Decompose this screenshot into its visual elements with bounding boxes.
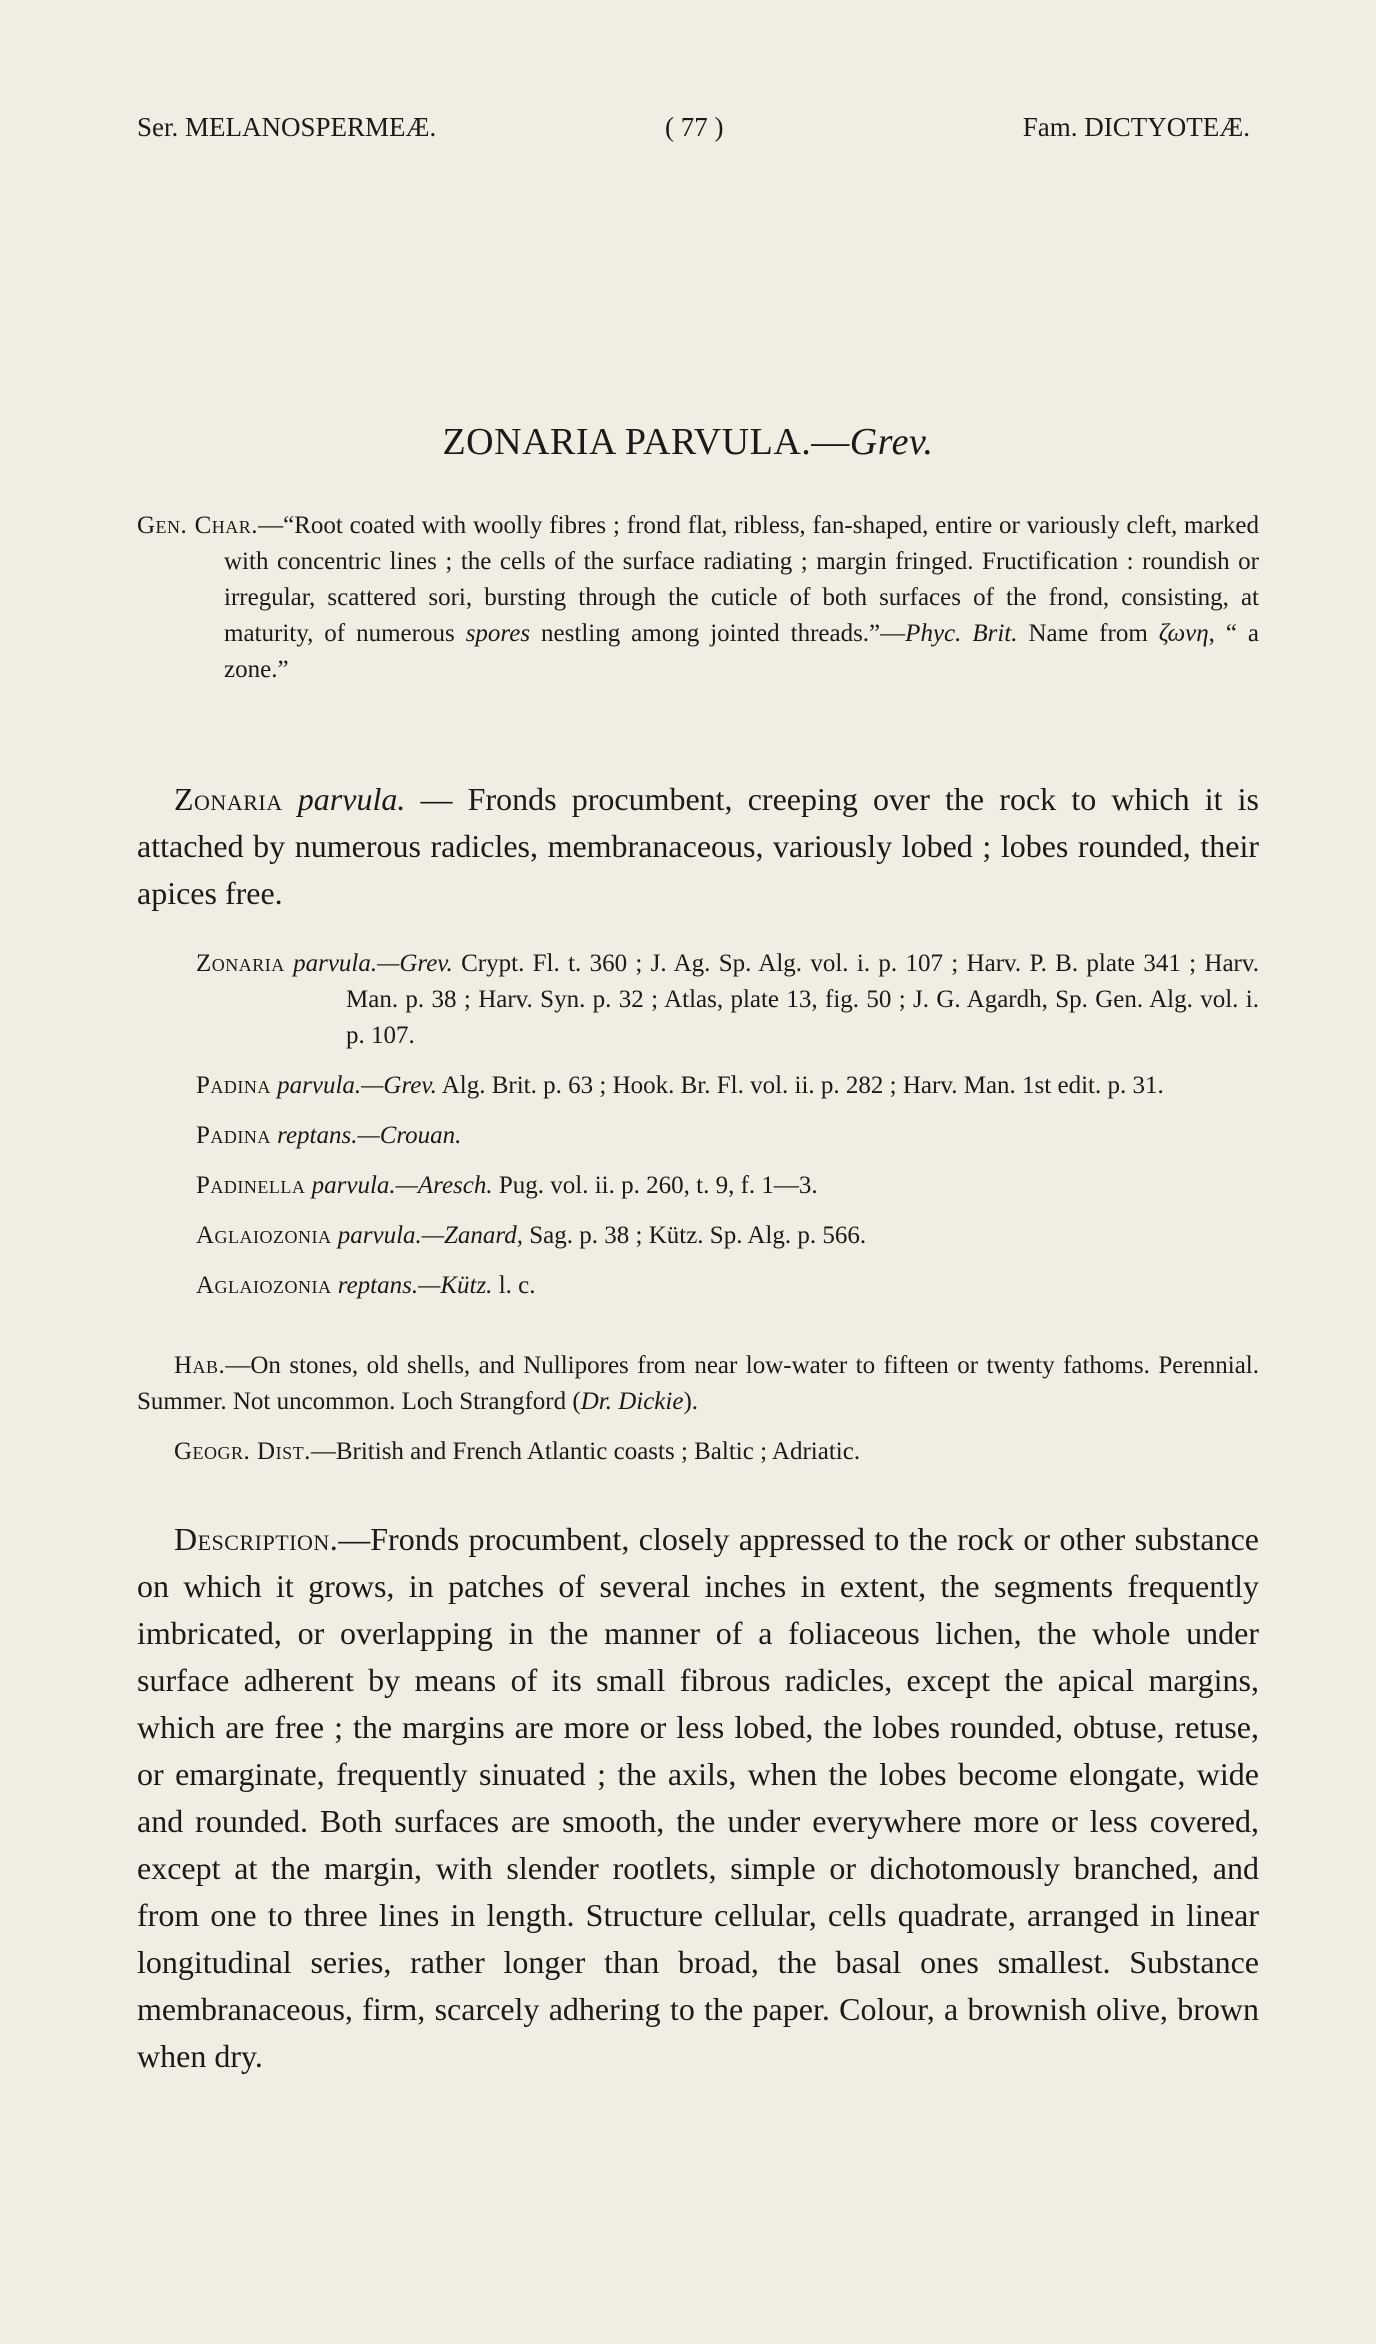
synonym-reference: l. c. bbox=[492, 1272, 536, 1299]
synonym-reference: Pug. vol. ii. p. 260, t. 9, f. 1—3. bbox=[492, 1172, 818, 1199]
geography-label: Geogr. Dist. bbox=[174, 1438, 311, 1465]
synonym-epithet: parvula.—Grev. bbox=[277, 1072, 437, 1099]
synonym-epithet: parvula.—Aresch. bbox=[311, 1172, 493, 1199]
synonym-epithet: parvula.—Grev. bbox=[293, 950, 453, 977]
synonym-genus: Padina bbox=[196, 1072, 271, 1099]
description bbox=[137, 1516, 1259, 2080]
series-label: Ser. MELANOSPERMEÆ. bbox=[137, 112, 437, 142]
species-diagnosis bbox=[137, 776, 1259, 917]
synonym-genus: Aglaiozonia bbox=[196, 1272, 332, 1299]
running-head bbox=[0, 112, 1376, 152]
synonym-entry bbox=[196, 1118, 1259, 1154]
genchar-label: Gen. Char. bbox=[137, 512, 259, 539]
synonym-reference: Sag. p. 38 ; Kütz. Sp. Alg. p. 566. bbox=[523, 1222, 867, 1249]
description-text: —Fronds procumbent, closely appressed to the rock or other substance on which it grows, in patches of several inches in extent, the segments frequently imbricated, or overlapping in the manner of a foliaceous lichen, the whole under surface adherent by means of its small fibrous radicles, except the apical margins, which are free ; the margins are more or less lobed, the lobes rounded, obtuse, retuse, or emarginate, frequently sinuated ; the axils, when the lobes become elongate, wide and rounded. Both surfaces are smooth, the under everywhere more or less covered, except at the margin, with slender rootlets, simple or dichotomously branched, and from one to three lines in length. Structure cellular, cells quadrate, arranged in linear longitudinal series, rather longer than broad, the basal ones smallest. Substance membranaceous, firm, scarcely adhering to the paper. Colour, a brownish olive, brown when dry. bbox=[137, 1521, 1259, 2074]
synonym-entry bbox=[196, 1168, 1259, 1204]
habitat-label: Hab. bbox=[174, 1352, 226, 1379]
title-authority: Grev. bbox=[849, 421, 934, 463]
synonym-reference: Crypt. Fl. t. 360 ; J. Ag. Sp. Alg. vol. i. p. 107 ; Harv. P. B. plate 341 ; Harv. Man. p. 38 ; Harv. Syn. p. 32 ; Atlas, plate 13, fig. 50 ; J. G. Agardh, Sp. Gen. Alg. vol. i. p. 107. bbox=[346, 950, 1260, 1049]
synonym-genus: Padinella bbox=[196, 1172, 306, 1199]
habitat bbox=[137, 1348, 1259, 1420]
genchar-paragraph bbox=[137, 508, 1259, 688]
synonym-entry bbox=[196, 1218, 1259, 1254]
genchar-text-d: , “ a zone.” bbox=[224, 620, 1259, 683]
synonym-epithet: reptans.—Kütz. bbox=[337, 1272, 493, 1299]
title-main: ZONARIA PARVULA.— bbox=[442, 421, 850, 463]
synonym-entry bbox=[196, 946, 1259, 1054]
genchar-text-c: Name from bbox=[1017, 620, 1159, 647]
synonym-entry bbox=[196, 1268, 1259, 1304]
synonym-genus: Padina bbox=[196, 1122, 271, 1149]
synonym-reference: Alg. Brit. p. 63 ; Hook. Br. Fl. vol. ii. p. 282 ; Harv. Man. 1st edit. p. 31. bbox=[436, 1072, 1164, 1099]
synonym-epithet: parvula.—Zanard, bbox=[337, 1222, 523, 1249]
page-title bbox=[0, 420, 1376, 464]
synonym-list bbox=[196, 946, 1259, 1318]
family-label: Fam. DICTYOTEÆ. bbox=[1022, 112, 1250, 142]
habitat-text: —On stones, old shells, and Nullipores from near low-water to fifteen or twenty fathoms. Perennial. Summer. Not uncommon. Loch Strangford ( bbox=[137, 1352, 1259, 1415]
synonym-genus: Zonaria bbox=[196, 950, 285, 977]
synonym-entry bbox=[196, 1068, 1259, 1104]
geography-text: —British and French Atlantic coasts ; Baltic ; Adriatic. bbox=[310, 1438, 861, 1465]
geographic-distribution bbox=[137, 1434, 1259, 1470]
habitat-collector: Dr. Dickie bbox=[580, 1388, 684, 1415]
species-text: — Fronds procumbent, creeping over the rock to which it is attached by numerous radicles, membranaceous, variously lobed ; lobes rounded, their apices free. bbox=[137, 781, 1260, 911]
genchar-text-a: —“Root coated with woolly fibres ; frond flat, ribless, fan-shaped, entire or variously cleft, marked with concentric lines ; the cells of the surface radiating ; margin fringed. Fructification : roundish or irregular, scattered sori, bursting through the cuticle of both surfaces of the frond, consisting, at maturity, of numerous bbox=[224, 512, 1259, 647]
habitat-end: ). bbox=[683, 1388, 699, 1415]
description-label: Description. bbox=[174, 1521, 339, 1557]
genchar-greek: ζωνη bbox=[1158, 620, 1209, 647]
synonym-genus: Aglaiozonia bbox=[196, 1222, 332, 1249]
synonym-epithet: reptans.—Crouan. bbox=[277, 1122, 462, 1149]
species-genus: Zonaria bbox=[174, 781, 283, 817]
genchar-spores: spores bbox=[465, 620, 531, 647]
generic-character bbox=[137, 508, 1259, 688]
genchar-text-b: nestling among jointed threads.”— bbox=[530, 620, 906, 647]
page-number: ( 77 ) bbox=[665, 112, 724, 142]
genchar-ref: Phyc. Brit. bbox=[905, 620, 1018, 647]
species-epithet: parvula. bbox=[297, 781, 406, 817]
